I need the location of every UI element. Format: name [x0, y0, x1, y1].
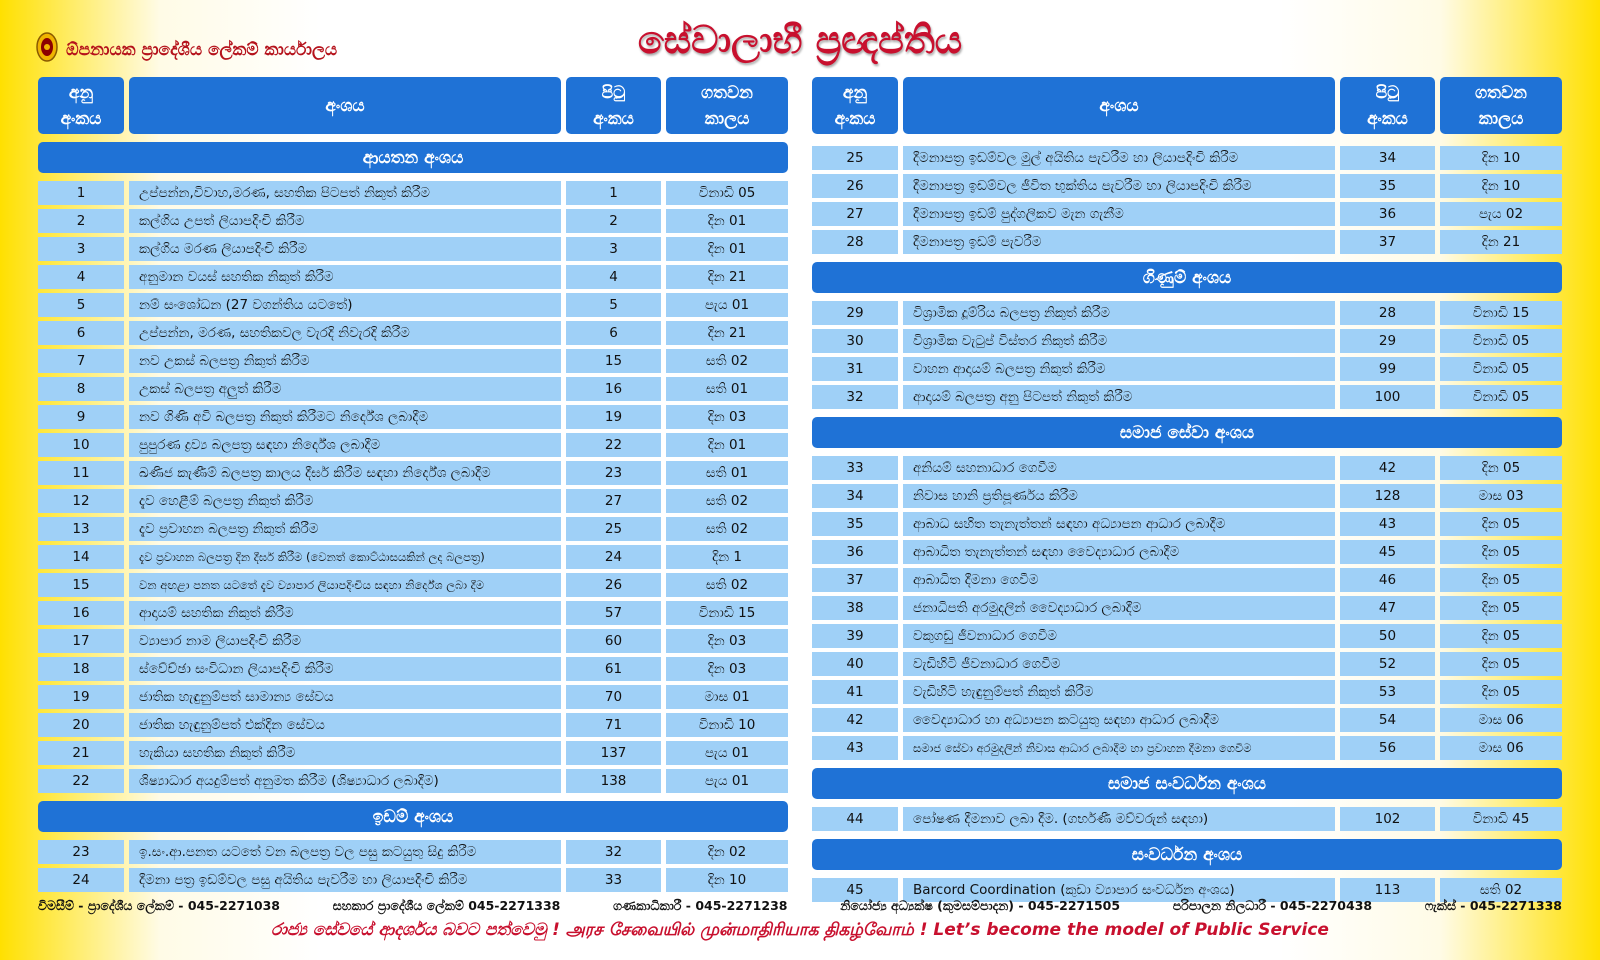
row-time: දින 05 [1440, 456, 1562, 480]
row-no: 31 [812, 357, 898, 381]
row-no: 21 [38, 741, 124, 765]
section-title: සමාජ සේවා අංශය [812, 417, 1562, 448]
row-no: 1 [38, 181, 124, 205]
row-service: වැඩිහිටි හැඳුනුම්පත් නිකුත් කිරීම [903, 680, 1335, 704]
row-no: 15 [38, 573, 124, 597]
table-row [812, 357, 1562, 381]
row-page: 35 [1340, 174, 1435, 198]
table-row [38, 868, 788, 892]
table-row [38, 517, 788, 541]
row-no: 26 [812, 174, 898, 198]
row-no: 38 [812, 596, 898, 620]
row-time: විනාඩි 05 [1440, 329, 1562, 353]
table-row [38, 237, 788, 261]
table-row [812, 174, 1562, 198]
row-page: 34 [1340, 146, 1435, 170]
table-row [812, 456, 1562, 480]
row-no: 12 [38, 489, 124, 513]
column-page: පිටු අංකය [566, 77, 661, 134]
row-time: සති 02 [666, 349, 788, 373]
table-row [812, 301, 1562, 325]
contact-item: සහකාර ප්‍රාදේශීය ලේකම් 045-2271338 [332, 898, 561, 913]
row-service: සමාජ සේවා අරමුදලින් නිවාස ආධාර ලබාදීම හා ප්‍රවාහන දීමනා ගෙවීම [903, 736, 1335, 760]
row-page: 53 [1340, 680, 1435, 704]
row-time: සති 02 [666, 489, 788, 513]
row-time: දින 21 [666, 265, 788, 289]
row-service: ජාතික හැඳුනුම්පත් එක්දින සේවය [129, 713, 561, 737]
row-service: නිවාස හානි ප්‍රතිපූර්ණය කිරීම [903, 484, 1335, 508]
contact-item: විමසීම් - ප්‍රාදේශීය ලේකම් - 045-2271038 [38, 898, 280, 913]
office-name: ඕපනායක ප්‍රාදේශීය ලේකම් කාර්යාලය [66, 40, 338, 60]
table-row [38, 321, 788, 345]
row-page: 50 [1340, 624, 1435, 648]
row-time: මාස 06 [1440, 708, 1562, 732]
row-time: දින 05 [1440, 680, 1562, 704]
row-time: විනාඩි 10 [666, 713, 788, 737]
table-row [38, 573, 788, 597]
row-time: විනාඩි 05 [666, 181, 788, 205]
table-row [38, 545, 788, 569]
row-time: විනාඩි 15 [1440, 301, 1562, 325]
contact-item: පරිපාලන නිලධාරී - 045-2270438 [1172, 898, 1373, 913]
row-no: 6 [38, 321, 124, 345]
row-time: දින 05 [1440, 624, 1562, 648]
table-row [812, 385, 1562, 409]
row-time: සති 01 [666, 461, 788, 485]
row-time: දින 10 [666, 868, 788, 892]
section-title: සංවර්ධන අංශය [812, 839, 1562, 870]
row-service: ආදායම් සහතික නිකුත් කිරීම [129, 601, 561, 625]
row-service: ස්වේච්ඡා සංවිධාන ලියාපදිංචි කිරීම [129, 657, 561, 681]
row-no: 17 [38, 629, 124, 653]
row-time: දින 21 [1440, 230, 1562, 254]
row-page: 2 [566, 209, 661, 233]
row-service: නව ගිණි අවි බලපත්‍ර නිකුත් කිරීමට නිර්දේශ ලබාදීම [129, 405, 561, 429]
row-service: වකුගඩු ජීවනාධාර ගෙවීම [903, 624, 1335, 648]
row-page: 52 [1340, 652, 1435, 676]
row-page: 26 [566, 573, 661, 597]
row-time: සති 02 [666, 573, 788, 597]
table-row [38, 209, 788, 233]
row-page: 24 [566, 545, 661, 569]
table-row [38, 769, 788, 793]
row-time: දින 21 [666, 321, 788, 345]
row-service: ජාතික හැඳුනුම්පත් සාමාන්‍ය සේවය [129, 685, 561, 709]
row-service: වන අඟළා පනත යටතේ දැව ව්‍යාපාර ලියාපදිංචිය සඳහා නිර්දේශ ලබා දීම [129, 573, 561, 597]
row-service: ඛණිජ කැණීම් බලපත්‍ර කාලය දීර්ඝ කිරීම සඳහා නිර්දේශ ලබාදීම [129, 461, 561, 485]
row-no: 27 [812, 202, 898, 226]
row-page: 57 [566, 601, 661, 625]
row-service: නම් සංශෝධන (27 වගන්තිය යටතේ) [129, 293, 561, 317]
row-page: 42 [1340, 456, 1435, 480]
table-header [812, 77, 1562, 134]
column-no: අනු අංකය [812, 77, 898, 134]
row-time: මාස 01 [666, 685, 788, 709]
row-no: 29 [812, 301, 898, 325]
row-service: විශ්‍රාමික වැටුප් විස්තර නිකුත් කිරීම [903, 329, 1335, 353]
row-service: වෛද්‍යාධාර හා අධ්‍යාපන කටයුතු සඳහා ආධාර ලබාදීම [903, 708, 1335, 732]
row-time: විනාඩි 45 [1440, 807, 1562, 831]
table-row [38, 489, 788, 513]
row-time: සති 01 [666, 377, 788, 401]
row-page: 23 [566, 461, 661, 485]
table-row [812, 484, 1562, 508]
table-header [38, 77, 788, 134]
column-section: අංශය [903, 77, 1335, 134]
row-service: ආබාධිත දීමනා ගෙවීම [903, 568, 1335, 592]
row-time: සති 02 [666, 517, 788, 541]
row-time: දින 05 [1440, 512, 1562, 536]
row-service: ශිෂ්‍යාධාර අයදුම්පත් අනුමත කිරීම (ශිෂ්‍යාධාර ලබාදීම) [129, 769, 561, 793]
row-time: විනාඩි 05 [1440, 385, 1562, 409]
row-service: හැකියා සහතික නිකුත් කිරීම [129, 741, 561, 765]
table-row [38, 629, 788, 653]
table-row [812, 568, 1562, 592]
row-page: 5 [566, 293, 661, 317]
contact-item: නියෝජ්‍ය අධ්‍යක්ෂ (කුමසම්පාදන) - 045-2271505 [840, 898, 1121, 913]
row-service: නව උකස් බලපත්‍ර නිකුත් කිරීම [129, 349, 561, 373]
row-service: ආදායම් බලපත්‍ර අනු පිටපත් නිකුත් කිරීම [903, 385, 1335, 409]
table-row [812, 146, 1562, 170]
row-time: පැය 01 [666, 741, 788, 765]
row-no: 42 [812, 708, 898, 732]
row-page: 36 [1340, 202, 1435, 226]
table-row [812, 596, 1562, 620]
row-time: දින 05 [1440, 540, 1562, 564]
row-no: 22 [38, 769, 124, 793]
row-page: 25 [566, 517, 661, 541]
row-service: අනියම් සහනාධාර ගෙවීම [903, 456, 1335, 480]
row-page: 3 [566, 237, 661, 261]
row-no: 35 [812, 512, 898, 536]
section-title: ආයතන අංශය [38, 142, 788, 173]
row-page: 70 [566, 685, 661, 709]
row-no: 43 [812, 736, 898, 760]
row-time: දින 1 [666, 545, 788, 569]
row-page: 56 [1340, 736, 1435, 760]
row-page: 45 [1340, 540, 1435, 564]
column-page: පිටු අංකය [1340, 77, 1435, 134]
row-page: 71 [566, 713, 661, 737]
table-row [38, 741, 788, 765]
column-section: අංශය [129, 77, 561, 134]
table-row [812, 202, 1562, 226]
row-service: උප්පන්න,විවාහ,මරණ, සහතික පිටපත් නිකුත් කිරීම [129, 181, 561, 205]
row-no: 33 [812, 456, 898, 480]
row-service: දැව ප්‍රවාහන බලපත්‍ර නිකුත් කිරීම [129, 517, 561, 541]
row-time: දින 03 [666, 629, 788, 653]
row-time: දින 01 [666, 433, 788, 457]
row-no: 16 [38, 601, 124, 625]
table-row [38, 433, 788, 457]
row-service: අනුමාන වයස් සහතික නිකුත් කිරීම [129, 265, 561, 289]
row-page: 137 [566, 741, 661, 765]
row-no: 24 [38, 868, 124, 892]
row-page: 47 [1340, 596, 1435, 620]
row-no: 34 [812, 484, 898, 508]
row-page: 6 [566, 321, 661, 345]
row-no: 11 [38, 461, 124, 485]
column-time: ගතවන කාලය [1440, 77, 1562, 134]
row-no: 37 [812, 568, 898, 592]
table-row [38, 601, 788, 625]
row-no: 4 [38, 265, 124, 289]
row-page: 1 [566, 181, 661, 205]
row-time: පැය 01 [666, 769, 788, 793]
row-service: දීමනාපත්‍ර ඉඩම්වල ජීවිත භුක්තිය පැවරීම හා ලියාපදිංචි කිරීම [903, 174, 1335, 198]
row-service: පෝෂණ දීමනාව ලබා දීම. (ගර්භණී මව්වරුන් සඳහා) [903, 807, 1335, 831]
row-time: පැය 01 [666, 293, 788, 317]
left-table [38, 77, 788, 896]
row-no: 28 [812, 230, 898, 254]
row-page: 28 [1340, 301, 1435, 325]
table-row [38, 265, 788, 289]
row-page: 128 [1340, 484, 1435, 508]
row-page: 16 [566, 377, 661, 401]
row-time: විනාඩි 15 [666, 601, 788, 625]
row-service: වැඩිහිටි ජීවනාධාර ගෙවීම [903, 652, 1335, 676]
table-row [38, 349, 788, 373]
row-no: 9 [38, 405, 124, 429]
table-row [38, 405, 788, 429]
section-title: ගිණුම් අංශය [812, 262, 1562, 293]
row-service: දැව ප්‍රවාහන බලපත්‍ර දින දීර්ඝ කිරීම (වෙනත් කොට්ඨාසයකින් ලද බලපත්‍ර) [129, 545, 561, 569]
row-time: සති 02 [1440, 878, 1562, 902]
header [0, 0, 1600, 74]
row-page: 33 [566, 868, 661, 892]
row-time: විනාඩි 05 [1440, 357, 1562, 381]
row-service: දීමනාපත්‍ර ඉඩම්වල මුල් අයිතිය පැවරීම හා ලියාපදිංචි කිරීම [903, 146, 1335, 170]
row-service: ඉ.සං.ආ.පනත යටතේ වන බලපත්‍ර වල පසු කටයුතු සිදු කිරීම [129, 840, 561, 864]
row-page: 102 [1340, 807, 1435, 831]
row-page: 138 [566, 769, 661, 793]
row-no: 2 [38, 209, 124, 233]
row-page: 27 [566, 489, 661, 513]
row-page: 100 [1340, 385, 1435, 409]
row-page: 43 [1340, 512, 1435, 536]
row-no: 36 [812, 540, 898, 564]
row-service: උකස් බලපත්‍ර අලුත් කිරීම [129, 377, 561, 401]
row-service: Barcord Coordination (කුඩා ව්‍යාපාර සංවර්ධන අංශය) [903, 878, 1335, 902]
row-no: 25 [812, 146, 898, 170]
row-no: 40 [812, 652, 898, 676]
table-row [38, 293, 788, 317]
section-title: සමාජ සංවර්ධන අංශය [812, 768, 1562, 799]
row-service: දීමනාපත්‍ර ඉඩම් පුද්ගලිකව මැන ගැනීම [903, 202, 1335, 226]
row-service: ආබාධිත තැනැත්තන් සඳහා වෛද්‍යාධාර ලබාදීම [903, 540, 1335, 564]
row-no: 14 [38, 545, 124, 569]
contact-footer [38, 898, 1562, 914]
row-page: 37 [1340, 230, 1435, 254]
row-page: 61 [566, 657, 661, 681]
row-no: 8 [38, 377, 124, 401]
table-row [812, 807, 1562, 831]
row-no: 39 [812, 624, 898, 648]
row-service: දීමනාපත්‍ර ඉඩම් පැවරීම [903, 230, 1335, 254]
row-service: කල්ගිය උපත් ලියාපදිංචි කිරීම [129, 209, 561, 233]
row-no: 23 [38, 840, 124, 864]
row-service: විශ්‍රාමික දූම්රිය බලපත්‍ර නිකුත් කිරීම [903, 301, 1335, 325]
row-page: 29 [1340, 329, 1435, 353]
column-no: අනු අංකය [38, 77, 124, 134]
row-no: 44 [812, 807, 898, 831]
row-time: දින 02 [666, 840, 788, 864]
row-time: දින 05 [1440, 596, 1562, 620]
row-page: 113 [1340, 878, 1435, 902]
row-time: දින 03 [666, 657, 788, 681]
row-service: ජනාධිපති අරමුදලින් වෛද්‍යාධාර ලබාදීම [903, 596, 1335, 620]
table-row [38, 657, 788, 681]
table-row [38, 685, 788, 709]
row-no: 10 [38, 433, 124, 457]
row-time: දින 05 [1440, 652, 1562, 676]
row-page: 19 [566, 405, 661, 429]
row-service: දැව හෙළීම් බලපත්‍ර නිකුත් කිරීම [129, 489, 561, 513]
row-time: දින 03 [666, 405, 788, 429]
contact-item: ගණකාධිකාරී - 045-2271238 [613, 898, 788, 913]
row-no: 45 [812, 878, 898, 902]
row-service: ව්‍යාපාර නාම ලියාපදිංචි කිරීම [129, 629, 561, 653]
row-no: 7 [38, 349, 124, 373]
row-page: 46 [1340, 568, 1435, 592]
right-table [812, 77, 1562, 906]
column-time: ගතවන කාලය [666, 77, 788, 134]
table-row [38, 181, 788, 205]
row-page: 4 [566, 265, 661, 289]
row-time: දින 10 [1440, 174, 1562, 198]
row-no: 32 [812, 385, 898, 409]
table-row [38, 461, 788, 485]
table-row [812, 736, 1562, 760]
table-row [812, 512, 1562, 536]
row-time: දින 01 [666, 209, 788, 233]
row-no: 13 [38, 517, 124, 541]
row-time: මාස 06 [1440, 736, 1562, 760]
row-time: දින 05 [1440, 568, 1562, 592]
row-service: දීමනා පත්‍ර ඉඩම්වල පසු අයිතිය පැවරීම හා ලියාපදිංචි කිරීම [129, 868, 561, 892]
table-row [812, 624, 1562, 648]
table-row [38, 713, 788, 737]
contact-item: ෆැක්ස් - 045-2271338 [1424, 898, 1562, 913]
table-row [812, 680, 1562, 704]
table-row [812, 329, 1562, 353]
table-row [812, 540, 1562, 564]
row-service: පුපුරණ ද්‍රව්‍ය බලපත්‍ර සඳහා නිර්දේශ ලබාදීම [129, 433, 561, 457]
row-page: 60 [566, 629, 661, 653]
row-no: 5 [38, 293, 124, 317]
row-time: දින 01 [666, 237, 788, 261]
row-service: වාහන ආදායම් බලපත්‍ර නිකුත් කිරීම [903, 357, 1335, 381]
section-title: ඉඩම් අංශය [38, 801, 788, 832]
table-row [812, 652, 1562, 676]
row-no: 30 [812, 329, 898, 353]
row-time: දින 10 [1440, 146, 1562, 170]
row-time: මාස 03 [1440, 484, 1562, 508]
row-no: 18 [38, 657, 124, 681]
row-page: 54 [1340, 708, 1435, 732]
row-no: 19 [38, 685, 124, 709]
row-page: 32 [566, 840, 661, 864]
row-page: 22 [566, 433, 661, 457]
table-row [38, 377, 788, 401]
row-page: 15 [566, 349, 661, 373]
row-no: 3 [38, 237, 124, 261]
table-row [38, 840, 788, 864]
table-row [812, 230, 1562, 254]
row-page: 99 [1340, 357, 1435, 381]
page-title: සේවාලාභී ප්‍රඥප්තිය [637, 18, 963, 62]
row-no: 20 [38, 713, 124, 737]
row-service: ආබාධ සහිත තැනැත්තන් සඳහා අධ්‍යාපන ආධාර ලබාදීම [903, 512, 1335, 536]
row-service: කල්ගිය මරණ ලියාපදිංචි කිරීම [129, 237, 561, 261]
row-time: පැය 02 [1440, 202, 1562, 226]
slogan: රාජ්‍ය සේවයේ ආදර්ශය බවට පත්වෙමු ! அரச சேவையில் முன்மாதிரியாக திகழ்வோம் ! Let’s become the model of Public Service [271, 920, 1329, 940]
table-row [812, 708, 1562, 732]
row-service: උප්පන්න, මරණ, සහතිකවල වැරදි නිවැරදි කිරීම [129, 321, 561, 345]
row-no: 41 [812, 680, 898, 704]
